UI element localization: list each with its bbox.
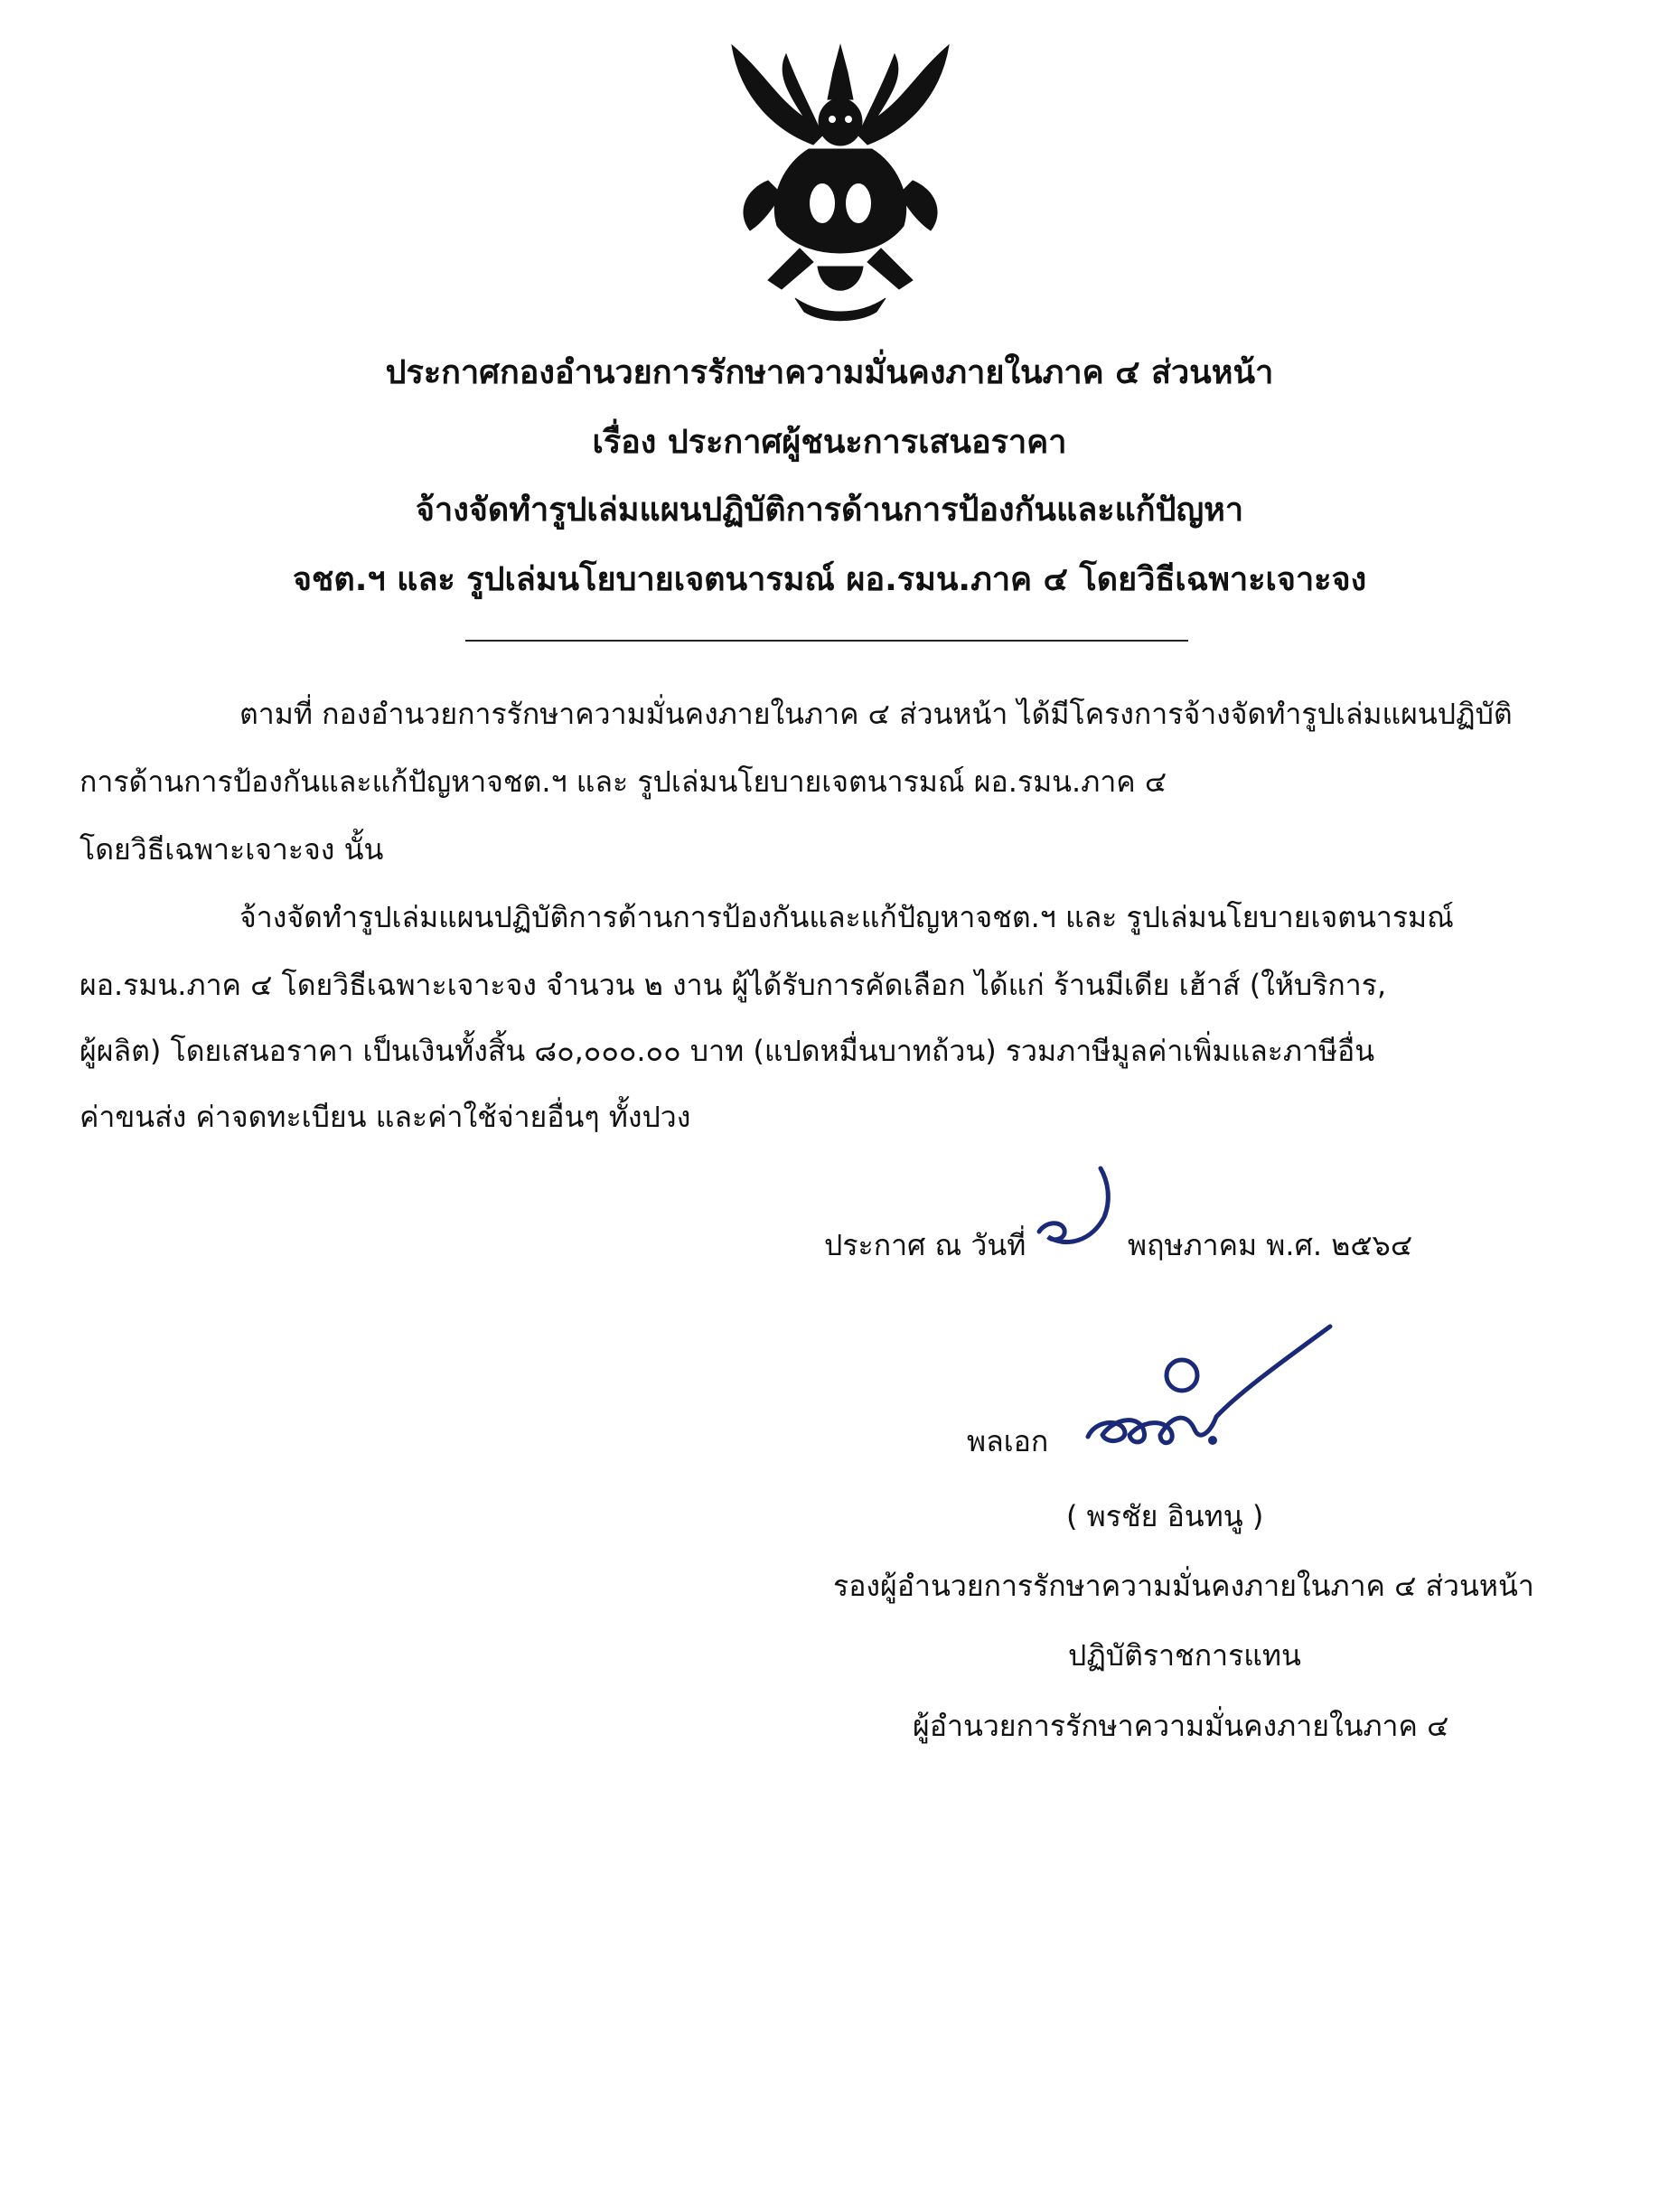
signatory-rank: พลเอก — [967, 1424, 1049, 1458]
signatory-position-2: ปฏิบัติราชการแทน — [1068, 1638, 1301, 1673]
body-line-2: การด้านการป้องกันและแก้ปัญหาจชต.ฯ และ รูปเล่มนโยบายเจตนารมณ์ ผอ.รมน.ภาค ๔ — [80, 764, 1167, 799]
signatory-position-1: รองผู้อำนวยการรักษาความมั่นคงภายในภาค ๔ ส่วนหน้า — [833, 1569, 1534, 1603]
body-line-5: ผอ.รมน.ภาค ๔ โดยวิธีเฉพาะเจาะจง จำนวน ๒ งาน ผู้ได้รับการคัดเลือก ได้แก่ ร้านมีเดีย เฮ้าส์ (ให้บริการ, — [80, 968, 1387, 1002]
signatory-name: ( พรชัย อินทนู ) — [1066, 1499, 1264, 1533]
title-divider — [465, 640, 1188, 642]
body-line-7: ค่าขนส่ง ค่าจดทะเบียน และค่าใช้จ่ายอื่นๆ ทั้งปวง — [80, 1100, 691, 1134]
handwritten-signature — [1075, 1319, 1373, 1482]
body-line-1: ตามที่ กองอำนวยการรักษาความมั่นคงภายในภาค ๔ ส่วนหน้า ได้มีโครงการจ้างจัดทำรูปเล่มแผนปฏิบัติ — [239, 697, 1513, 731]
title-line-2: เรื่อง ประกาศผู้ชนะการเสนอราคา — [592, 424, 1067, 461]
date-rest: พฤษภาคม พ.ศ. ๒๕๖๔ — [1128, 1228, 1413, 1262]
date-prefix: ประกาศ ณ วันที่ — [824, 1228, 1026, 1262]
garuda-emblem-icon — [714, 36, 967, 325]
title-line-3: จ้างจัดทำรูปเล่มแผนปฏิบัติการด้านการป้องกันและแก้ปัญหา — [415, 492, 1244, 529]
body-line-3: โดยวิธีเฉพาะเจาะจง นั้น — [80, 832, 384, 867]
body-line-6: ผู้ผลิต) โดยเสนอราคา เป็นเงินทั้งสิ้น ๘๐,๐๐๐.๐๐ บาท (แปดหมื่นบาทถ้วน) รวมภาษีมูลค่าเพิ่มและภาษีอื่น — [80, 1034, 1375, 1068]
title-line-1: ประกาศกองอำนวยการรักษาความมั่นคงภายในภาค ๔ ส่วนหน้า — [385, 354, 1274, 391]
signatory-position-3: ผู้อำนวยการรักษาความมั่นคงภายในภาค ๔ — [913, 1709, 1449, 1743]
title-line-4: จชต.ฯ และ รูปเล่มนโยบายเจตนารมณ์ ผอ.รมน.ภาค ๔ โดยวิธีเฉพาะเจาะจง — [292, 561, 1367, 598]
body-line-4: จ้างจัดทำรูปเล่มแผนปฏิบัติการด้านการป้องกันและแก้ปัญหาจชต.ฯ และ รูปเล่มนโยบายเจตนารมณ์ — [239, 900, 1454, 934]
